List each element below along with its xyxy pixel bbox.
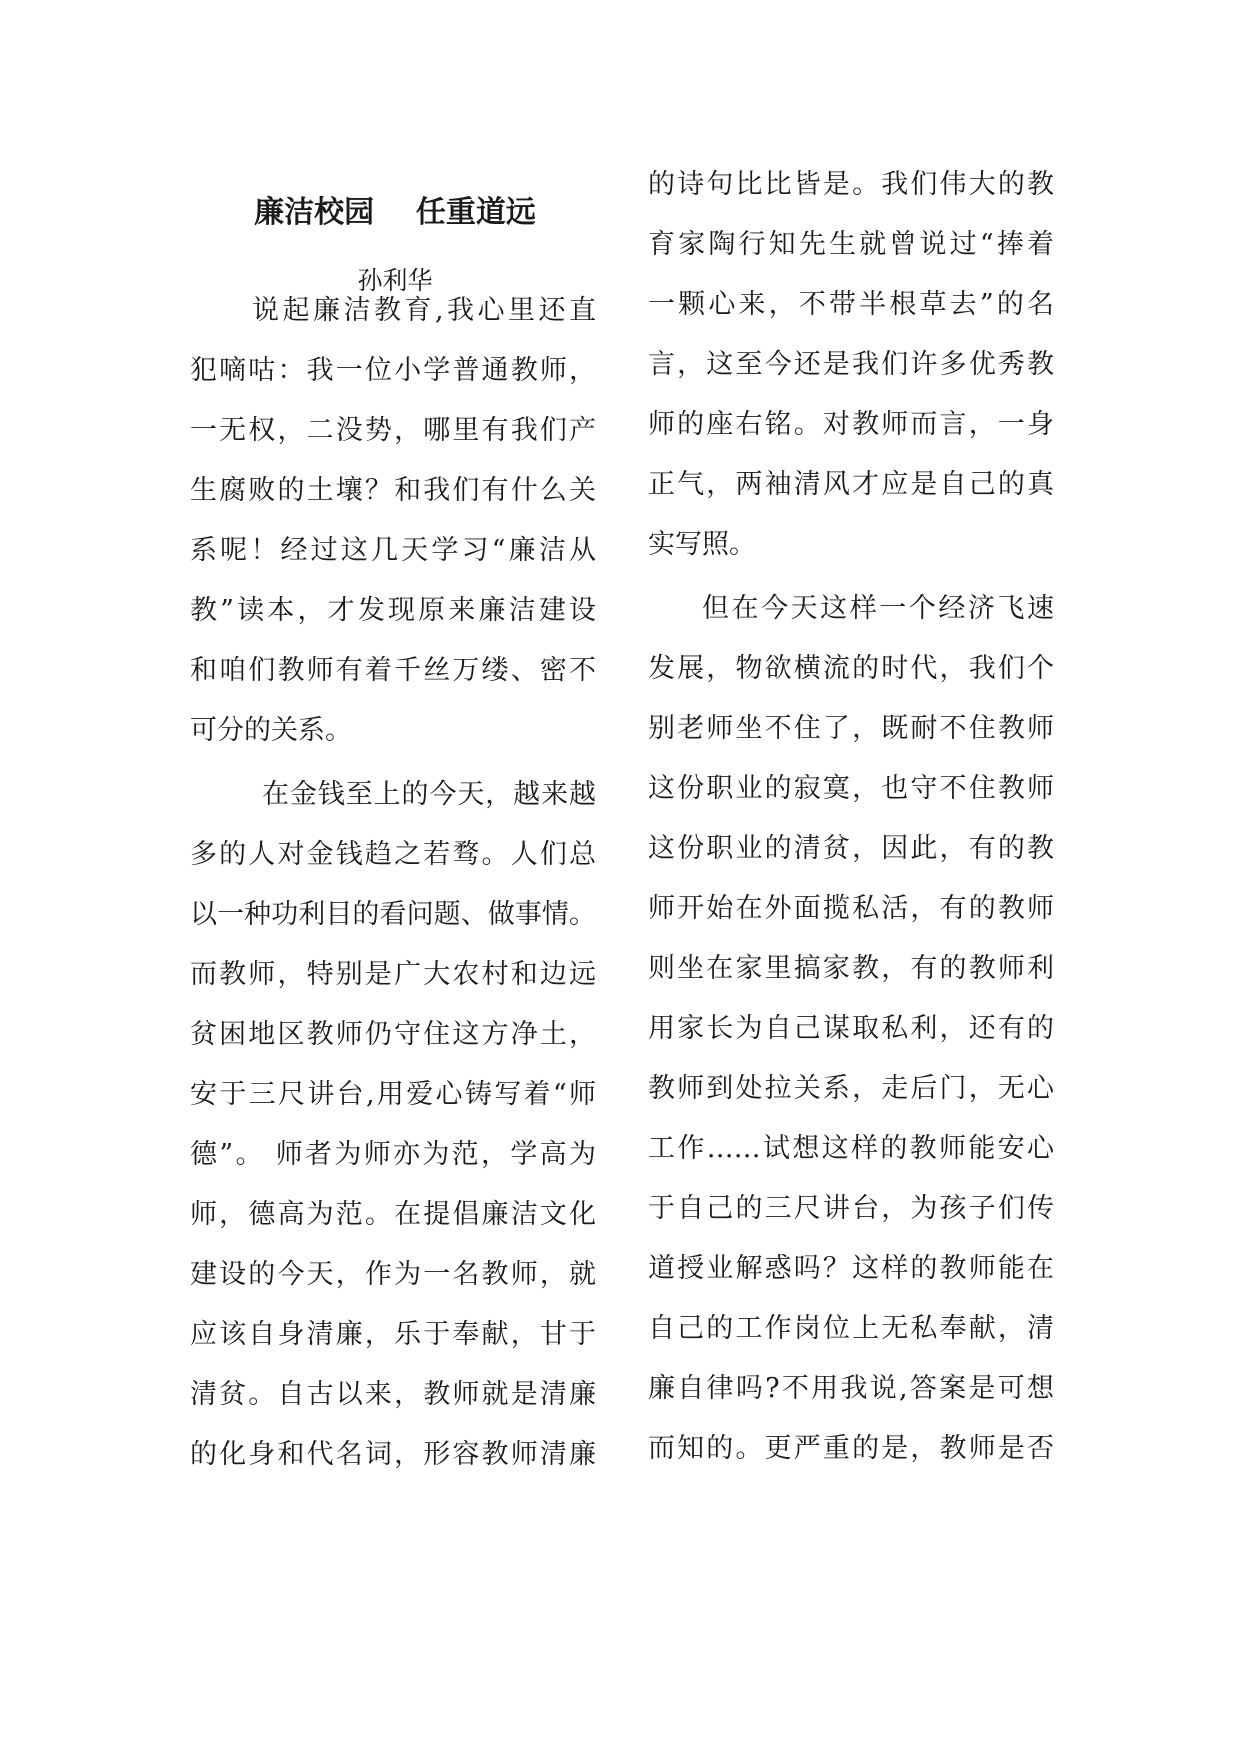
text-line: 于自己的三尺讲台，为孩子们传	[648, 1193, 1054, 1224]
text-line: 犯嘀咕：我一位小学普通教师，	[190, 355, 596, 386]
text-line: 发展，物欲横流的时代，我们个	[648, 653, 1054, 684]
text-line: 而知的。更严重的是，教师是否	[648, 1433, 1054, 1464]
author-name: 孙利华	[357, 266, 433, 295]
text-line: 生腐败的土壤？和我们有什么关	[190, 475, 596, 506]
text-line: 道授业解惑吗？这样的教师能在	[648, 1253, 1054, 1284]
text-line: 则坐在家里搞家教，有的教师利	[648, 953, 1054, 984]
text-line: 师，德高为范。在提倡廉洁文化	[190, 1199, 596, 1230]
text-line: 应该自身清廉，乐于奉献，甘于	[190, 1319, 596, 1350]
text-line: 廉自律吗?不用我说,答案是可想	[648, 1373, 1054, 1404]
text-line: 和咱们教师有着千丝万缕、密不	[190, 655, 596, 686]
text-line: 正气，两袖清风才应是自己的真	[648, 469, 1054, 500]
text-line: 德”。 师者为师亦为范，学高为	[190, 1139, 596, 1170]
text-line: 以一种功利目的看问题、做事情。	[190, 899, 596, 930]
text-line: 但在今天这样一个经济飞速	[702, 593, 1054, 624]
text-line: 用家长为自己谋取私利，还有的	[648, 1013, 1054, 1044]
text-line: 的诗句比比皆是。我们伟大的教	[648, 169, 1054, 200]
text-line: 教”读本，才发现原来廉洁建设	[190, 595, 596, 626]
text-line: 自己的工作岗位上无私奉献，清	[648, 1313, 1054, 1344]
text-line: 一无权，二没势，哪里有我们产	[190, 415, 596, 446]
text-line: 教师到处拉关系，走后门，无心	[648, 1073, 1054, 1104]
text-line: 的化身和代名词，形容教师清廉	[190, 1439, 596, 1470]
document-title: 廉洁校园 任重道远	[254, 195, 536, 230]
text-line: 可分的关系。	[190, 715, 352, 746]
text-line: 而教师，特别是广大农村和边远	[190, 959, 596, 990]
text-line: 贫困地区教师仍守住这方净土，	[190, 1019, 596, 1050]
text-line: 别老师坐不住了，既耐不住教师	[648, 713, 1054, 744]
text-line: 师开始在外面揽私活，有的教师	[648, 893, 1054, 924]
text-line: 一颗心来，不带半根草去”的名	[648, 289, 1054, 320]
text-line: 系呢！经过这几天学习“廉洁从	[190, 535, 596, 566]
text-line: 说起廉洁教育,我心里还直	[252, 295, 596, 326]
text-line: 师的座右铭。对教师而言，一身	[648, 409, 1054, 440]
text-line: 工作……试想这样的教师能安心	[648, 1133, 1054, 1164]
text-line: 言，这至今还是我们许多优秀教	[648, 349, 1054, 380]
text-line: 安于三尺讲台,用爱心铸写着“师	[190, 1079, 596, 1110]
text-line: 清贫。自古以来，教师就是清廉	[190, 1379, 596, 1410]
text-line: 这份职业的清贫，因此，有的教	[648, 833, 1054, 864]
text-line: 多的人对金钱趋之若骛。人们总	[190, 839, 596, 870]
text-line: 育家陶行知先生就曾说过“捧着	[648, 229, 1054, 260]
text-line: 在金钱至上的今天，越来越	[262, 779, 596, 810]
text-line: 实写照。	[648, 529, 756, 560]
text-line: 这份职业的寂寞，也守不住教师	[648, 773, 1054, 804]
text-line: 建设的今天，作为一名教师，就	[190, 1259, 596, 1290]
